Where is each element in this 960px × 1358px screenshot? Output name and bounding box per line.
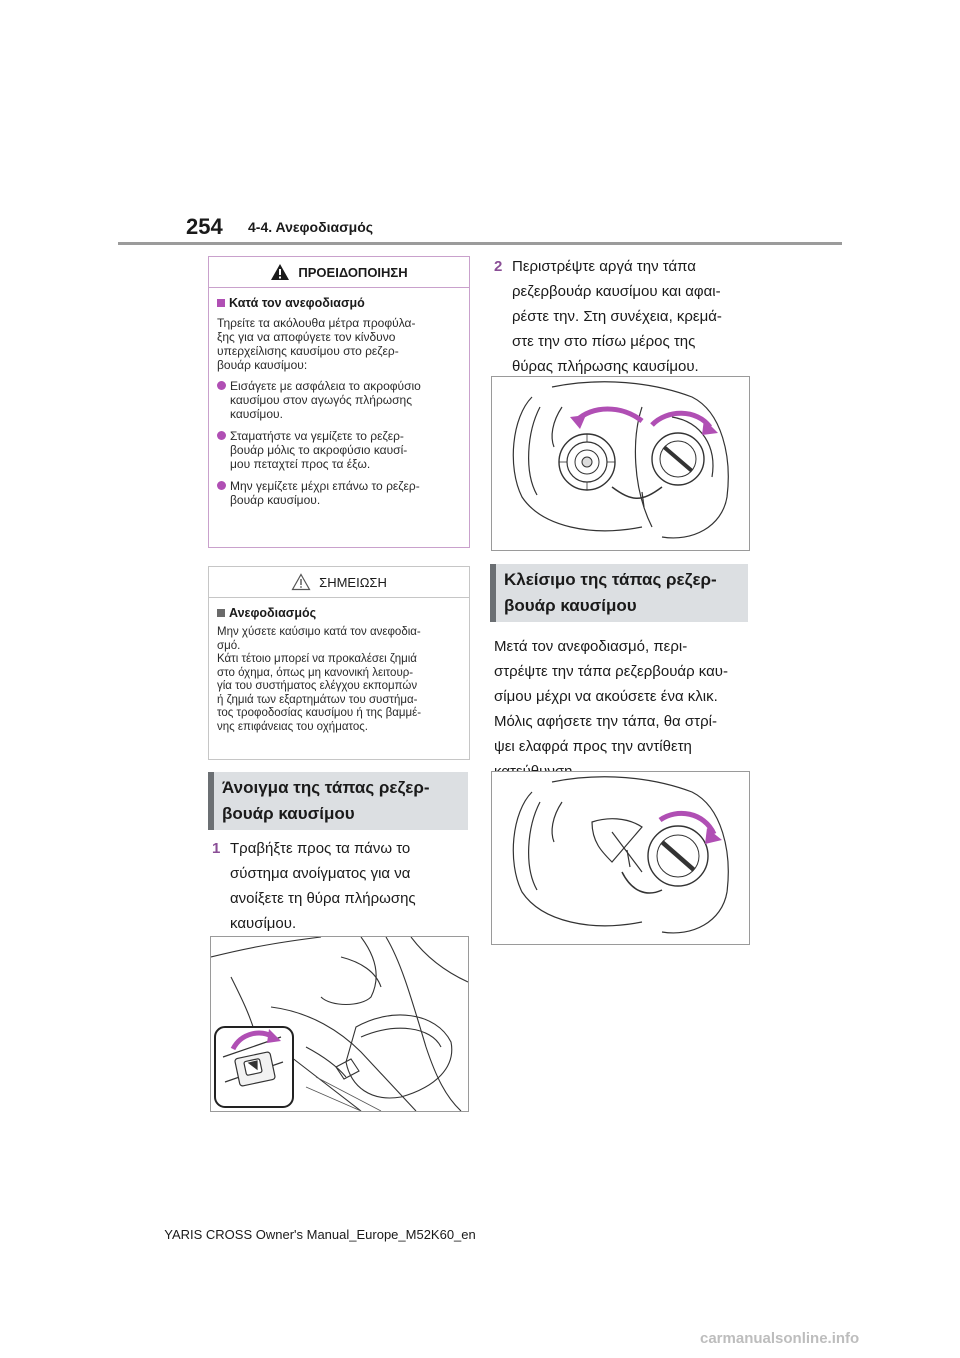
step-number: 1 (212, 840, 221, 857)
fuel-door-lever-illustration (210, 936, 469, 1112)
step-text: Τραβήξτε προς τα πάνω το σύστημα ανοίγματος για να ανοίξετε τη θύρα πλήρωσης καυσίμου. (230, 840, 416, 932)
note-subhead (217, 606, 461, 620)
footer-text: YARIS CROSS Owner's Manual_Europe_M52K60_en (164, 1227, 476, 1242)
header-rule (118, 242, 842, 245)
step-1 (212, 836, 468, 936)
warning-intro: Τηρείτε τα ακόλουθα μέτρα προφύλα- ξης για να αποφύγετε τον κίνδυνο υπερχείλισης καυσίμου στο ρεζερ- βουάρ καυσίμου: (217, 316, 416, 372)
warning-triangle-icon (270, 263, 290, 281)
warning-bullet-text: Μην γεμίζετε μέχρι επάνω το ρεζερ- βουάρ καυσίμου. (230, 479, 420, 507)
warning-title: ΠΡΟΕΙΔΟΠΟΙΗΣΗ (298, 264, 408, 280)
bullet-dot-icon (217, 431, 226, 440)
opening-heading: Άνοιγμα της τάπας ρεζερ- βουάρ καυσίμου (208, 772, 468, 830)
fuel-cap-close-illustration (491, 771, 750, 945)
caution-triangle-outline-icon (291, 573, 311, 591)
note-subhead-text: Ανεφοδιασμός (229, 606, 317, 620)
square-bullet-icon (217, 299, 225, 307)
square-bullet-icon (217, 609, 225, 617)
warning-bullet (217, 379, 461, 421)
warning-subhead-text: Κατά τον ανεφοδιασμό (229, 296, 365, 310)
warning-box (208, 256, 470, 548)
warning-bullet-text: Σταματήστε να γεμίζετε το ρεζερ- βουάρ μόλις το ακροφύσιο καυσί- μου πεταχτεί προς τα έξω. (230, 429, 408, 471)
note-box (208, 566, 470, 760)
note-text: Μην χύσετε καύσιμο κατά τον ανεφοδια- σμό. Κάτι τέτοιο μπορεί να προκαλέσει ζημιά στο όχημα, όπως μη κανονική λειτουρ- γία του συστήματος ελέγχου εκπομπών ή ζημιά των εξαρτημάτων του συστήμα- τος τροφοδοσίας καυσίμου ή της βαμμέ- νης επιφάνειας του οχήματος. (217, 626, 422, 733)
fuel-cap-open-illustration (491, 376, 750, 551)
note-header (209, 567, 469, 598)
note-title: ΣΗΜΕΙΩΣΗ (319, 574, 387, 590)
warning-header (209, 257, 469, 288)
step-text: Περιστρέψτε αργά την τάπα ρεζερβουάρ καυσίμου και αφαι- ρέστε την. Στη συνέχεια, κρεμά- στε την στο πίσω μέρος της θύρας πλήρωσης καυσίμου. (512, 258, 722, 375)
watermark: carmanualsonline.info (700, 1330, 860, 1347)
step-2 (494, 254, 750, 379)
warning-bullet (217, 429, 461, 471)
bullet-dot-icon (217, 381, 226, 390)
closing-text: Μετά τον ανεφοδιασμό, περι- στρέψτε την τάπα ρεζερβουάρ καυ- σίμου μέχρι να ακούσετε ένα κλικ. Μόλις αφήσετε την τάπα, θα στρί- ψει ελαφρά προς την αντίθετη (494, 638, 728, 755)
page-number: 254 (186, 214, 223, 239)
section-title: 4-4. Ανεφοδιασμός (248, 219, 374, 235)
bullet-dot-icon (217, 481, 226, 490)
warning-bullet (217, 479, 461, 507)
warning-bullet-text: Εισάγετε με ασφάλεια το ακροφύσιο καυσίμου στον αγωγός πλήρωσης καυσίμου. (230, 379, 421, 421)
closing-heading: Κλείσιμο της τάπας ρεζερ- βουάρ καυσίμου (490, 564, 748, 622)
step-number: 2 (494, 258, 503, 275)
warning-subhead (217, 296, 461, 310)
